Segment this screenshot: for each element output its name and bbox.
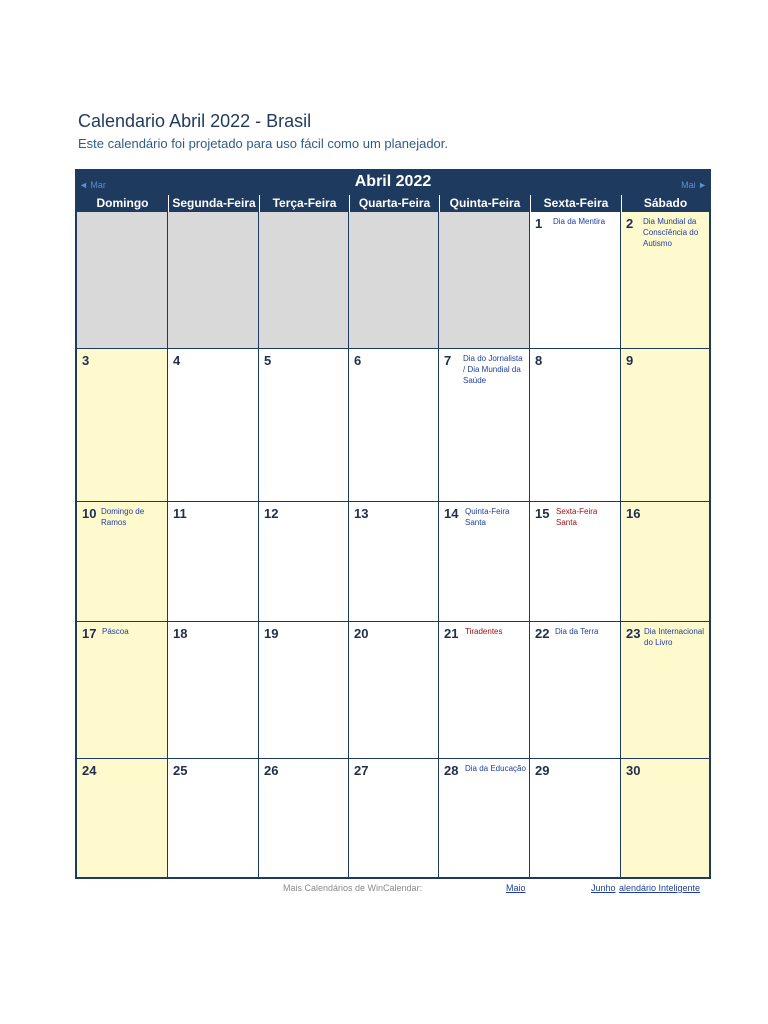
day-number: 6 <box>354 353 362 368</box>
day-event: Sexta-Feira Santa <box>556 507 598 527</box>
day-number: 11 <box>173 506 187 521</box>
day-number: 13 <box>354 506 369 521</box>
day-cell-16[interactable] <box>621 502 709 622</box>
footer-link-junho[interactable]: Junho <box>591 883 616 893</box>
day-cell-11[interactable] <box>168 502 259 622</box>
day-number: 8 <box>535 353 543 368</box>
day-number: 7 <box>444 353 452 368</box>
day-cell-22[interactable] <box>530 622 621 759</box>
day-cell-15[interactable] <box>530 502 621 622</box>
empty-day-cell <box>259 212 349 349</box>
day-cell-7[interactable] <box>439 349 530 502</box>
prev-month-link[interactable]: ◄ Mar <box>79 180 106 190</box>
day-cell-21[interactable] <box>439 622 530 759</box>
day-event: Dia Internacional do Livro <box>644 627 705 647</box>
day-event: Dia da Mentira <box>553 217 606 226</box>
day-number: 18 <box>173 626 188 641</box>
day-event: Páscoa <box>102 627 129 636</box>
day-number: 21 <box>444 626 459 641</box>
day-cell-14[interactable] <box>439 502 530 622</box>
day-cell-12[interactable] <box>259 502 349 622</box>
day-event: Tiradentes <box>465 627 503 636</box>
day-cell-13[interactable] <box>349 502 439 622</box>
day-number: 19 <box>264 626 279 641</box>
day-cell-1[interactable] <box>530 212 621 349</box>
day-number: 10 <box>82 506 97 521</box>
day-cell-20[interactable] <box>349 622 439 759</box>
day-number: 2 <box>626 216 634 231</box>
day-number: 27 <box>354 763 369 778</box>
day-number: 4 <box>173 353 181 368</box>
next-month-link[interactable]: Mai ► <box>681 180 707 190</box>
day-number: 3 <box>82 353 90 368</box>
day-cell-27[interactable] <box>349 759 439 877</box>
day-number: 14 <box>444 506 459 521</box>
day-event: Dia do Jornalista / Dia Mundial da Saúde <box>463 354 523 385</box>
day-cell-17[interactable] <box>77 622 168 759</box>
weekday-friday: Sexta-Feira <box>530 195 621 212</box>
day-cell-29[interactable] <box>530 759 621 877</box>
page-subtitle: Este calendário foi projetado para uso fácil como um planejador. <box>78 136 448 151</box>
day-cell-2[interactable] <box>621 212 709 349</box>
day-event: Dia da Terra <box>555 627 599 636</box>
day-event: Domingo de Ramos <box>101 507 145 527</box>
page-title: Calendario Abril 2022 - Brasil <box>78 111 312 131</box>
day-cell-25[interactable] <box>168 759 259 877</box>
day-cell-18[interactable] <box>168 622 259 759</box>
day-number: 16 <box>626 506 641 521</box>
day-cell-3[interactable] <box>77 349 168 502</box>
day-cell-30[interactable] <box>621 759 709 877</box>
day-number: 15 <box>535 506 550 521</box>
empty-day-cell <box>168 212 259 349</box>
weekday-monday: Segunda-Feira <box>168 195 259 212</box>
empty-day-cell <box>349 212 439 349</box>
calendar <box>75 169 711 879</box>
day-number: 22 <box>535 626 550 641</box>
footer-link-maio[interactable]: Maio <box>506 883 526 893</box>
day-number: 20 <box>354 626 369 641</box>
day-event: Dia Mundial da Conscîência do Autismo <box>643 217 699 248</box>
day-event: Quinta-Feira Santa <box>465 507 510 527</box>
day-number: 26 <box>264 763 279 778</box>
footer-link-calendario-inteligente[interactable]: alendário Inteligente <box>619 883 701 893</box>
day-number: 9 <box>626 353 634 368</box>
day-number: 1 <box>535 216 543 231</box>
day-cell-6[interactable] <box>349 349 439 502</box>
calendar-grid <box>77 212 709 877</box>
day-cell-10[interactable] <box>77 502 168 622</box>
day-number: 24 <box>82 763 97 778</box>
weekday-sunday: Domingo <box>96 196 149 210</box>
day-cell-28[interactable] <box>439 759 530 877</box>
month-title: Abril 2022 <box>354 173 432 190</box>
footer-text: Mais Calendários de WinCalendar: <box>283 883 423 893</box>
day-number: 17 <box>82 626 97 641</box>
day-number: 30 <box>626 763 641 778</box>
day-cell-19[interactable] <box>259 622 349 759</box>
weekday-saturday: Sábado <box>621 195 709 212</box>
day-event: Dia da Educação <box>465 764 526 773</box>
day-cell-26[interactable] <box>259 759 349 877</box>
day-cell-23[interactable] <box>621 622 709 759</box>
day-number: 28 <box>444 763 459 778</box>
day-cell-9[interactable] <box>621 349 709 502</box>
day-cell-5[interactable] <box>259 349 349 502</box>
weekday-thursday: Quinta-Feira <box>439 195 530 212</box>
day-number: 23 <box>626 626 641 641</box>
day-number: 29 <box>535 763 550 778</box>
empty-day-cell <box>439 212 530 349</box>
weekday-wednesday: Quarta-Feira <box>349 195 439 212</box>
day-cell-24[interactable] <box>77 759 168 877</box>
weekday-tuesday: Terça-Feira <box>259 195 349 212</box>
day-number: 25 <box>173 763 188 778</box>
empty-day-cell <box>77 212 168 349</box>
day-number: 5 <box>264 353 272 368</box>
day-number: 12 <box>264 506 279 521</box>
month-header <box>77 171 709 195</box>
day-cell-4[interactable] <box>168 349 259 502</box>
day-cell-8[interactable] <box>530 349 621 502</box>
weekday-header-row <box>77 195 709 212</box>
